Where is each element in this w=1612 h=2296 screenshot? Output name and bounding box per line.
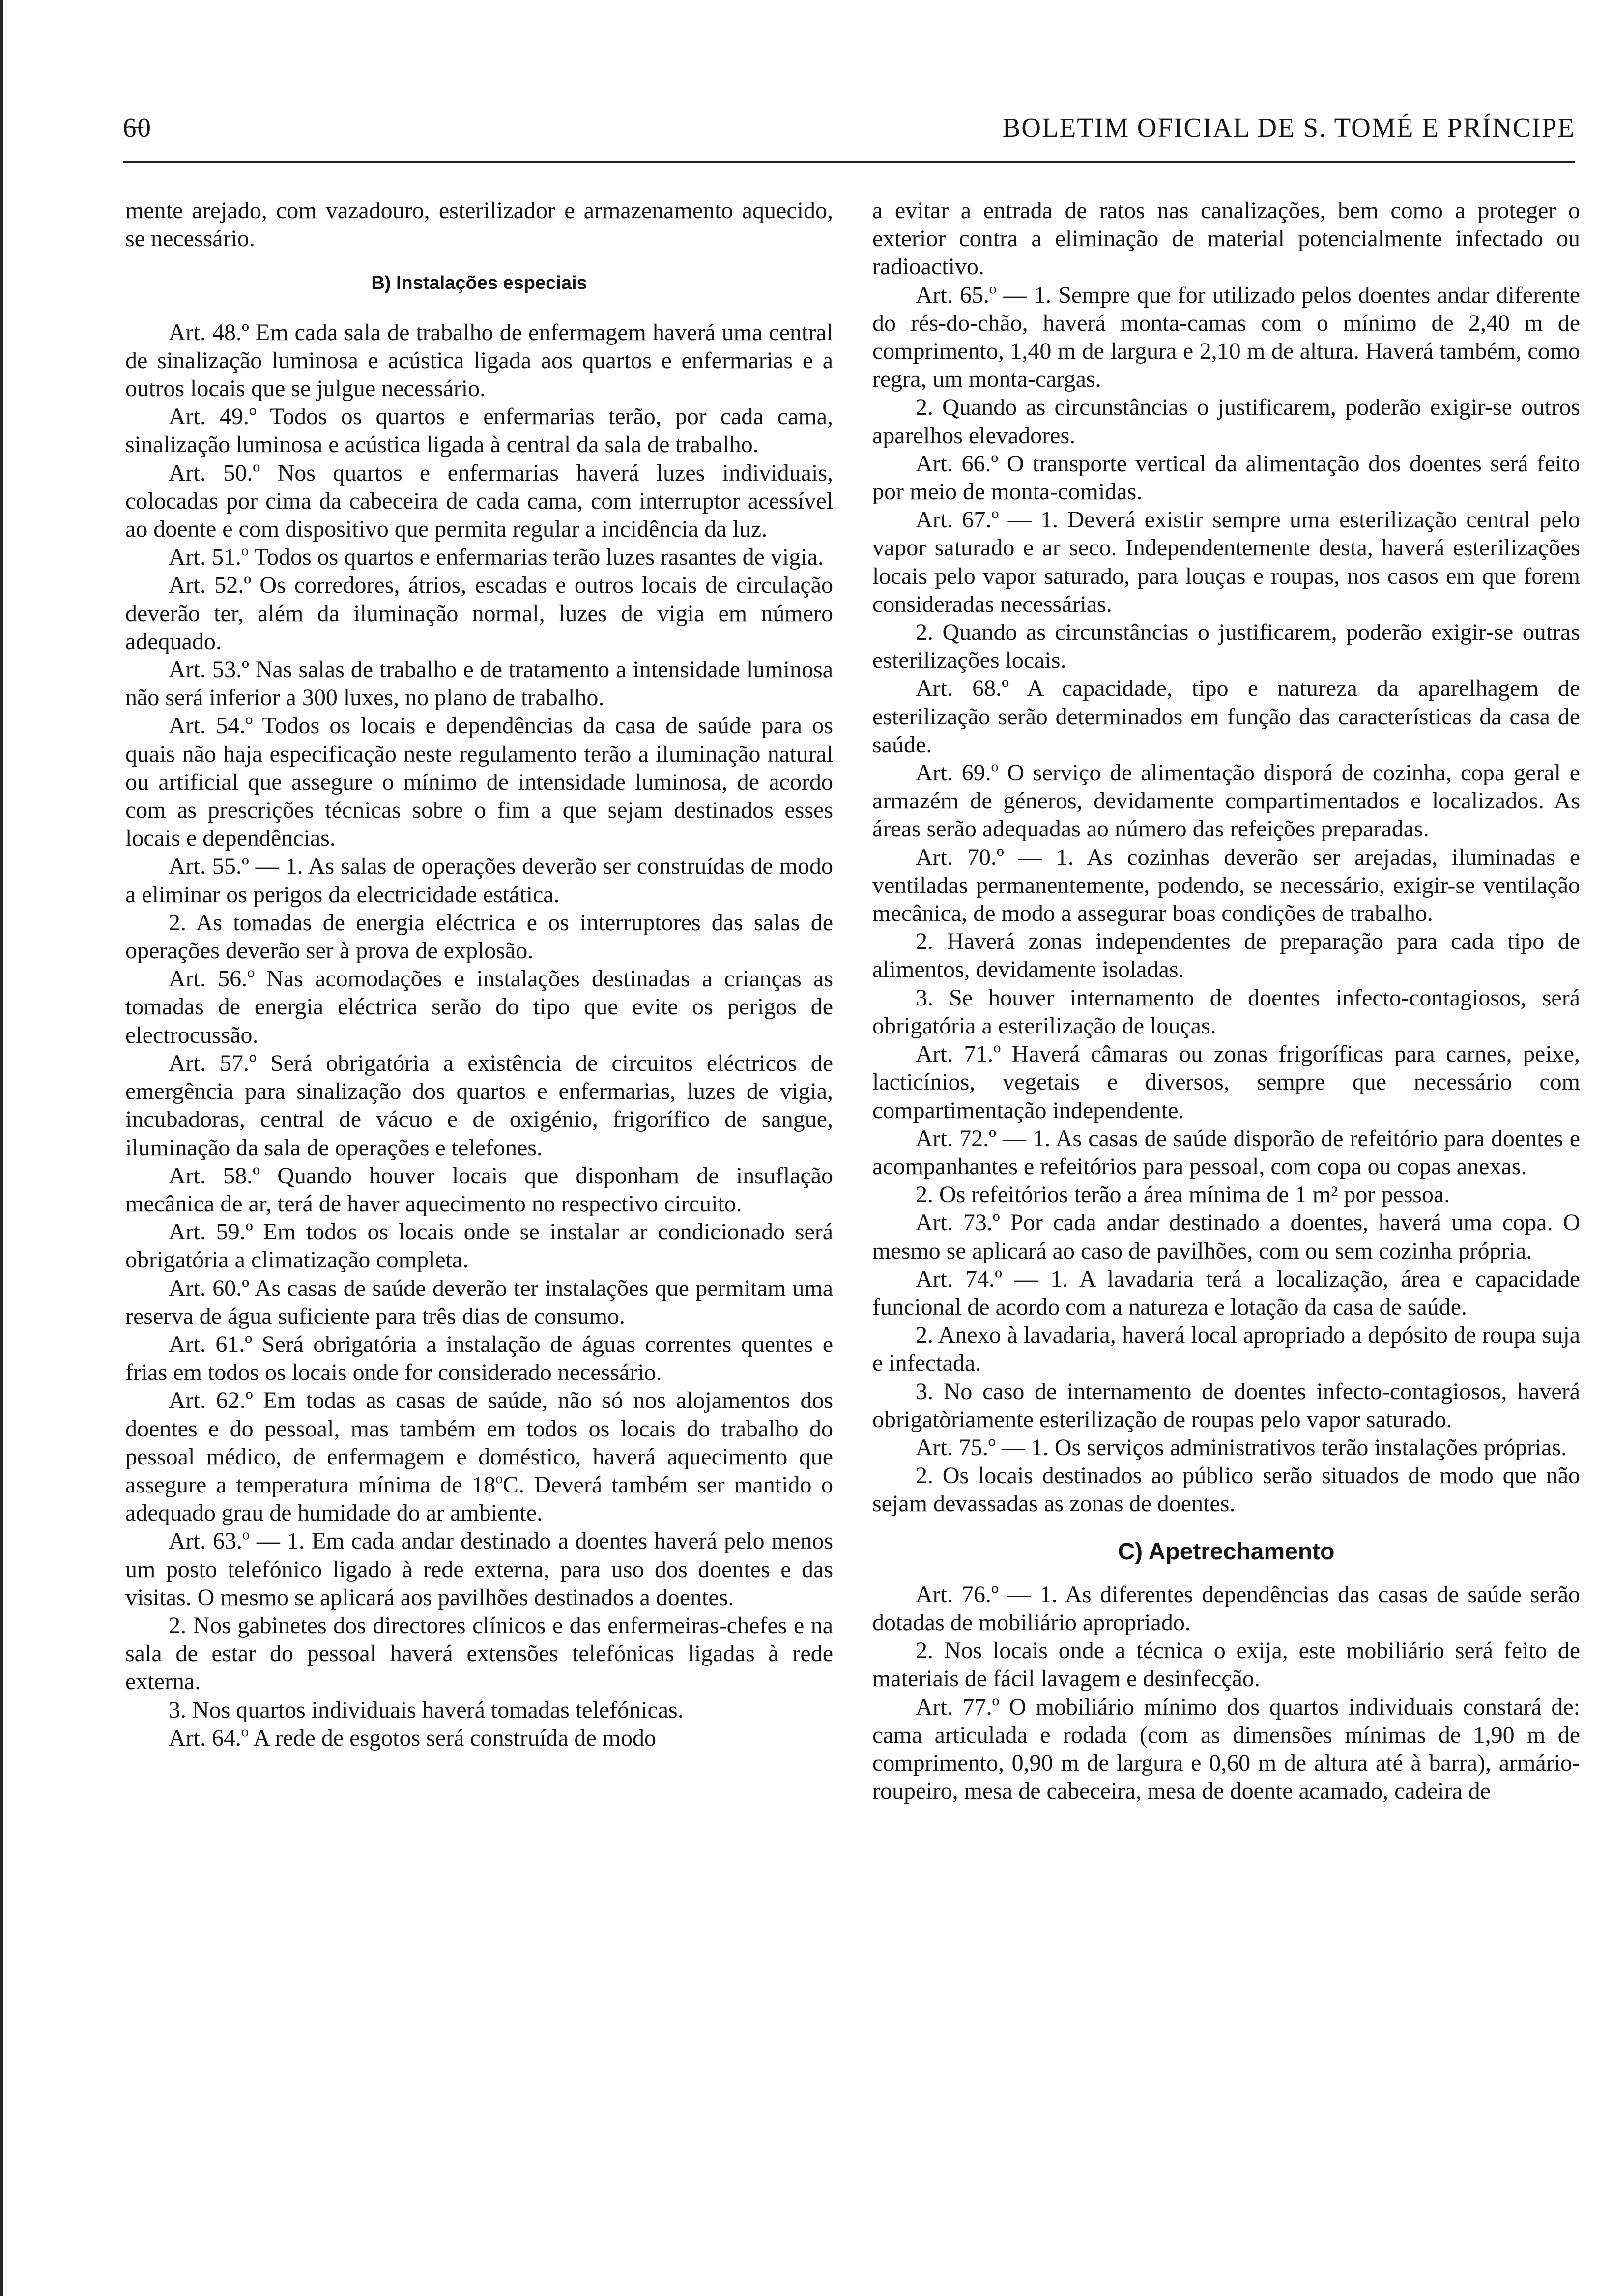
article-paragraph: 2. Quando as circunstâncias o justificarem, poderão exigir-se outras esterilizações locais. [872, 619, 1580, 674]
article-paragraph: Art. 48.º Em cada sala de trabalho de enfermagem haverá uma central de sinalização luminosa e acústica ligada aos quartos e enfermarias e a outros locais que se julgue necessário. [125, 319, 833, 402]
page-header [123, 103, 1575, 163]
right-column [872, 197, 1580, 1805]
article-paragraph: 2. Nos locais onde a técnica o exija, este mobiliário será feito de materiais de fácil lavagem e desinfecção. [872, 1637, 1580, 1692]
article-paragraph: 2. As tomadas de energia eléctrica e os interruptores das salas de operações deverão ser à prova de explosão. [125, 909, 833, 964]
article-paragraph: Art. 63.º — 1. Em cada andar destinado a doentes haverá pelo menos um posto telefónico ligado à rede externa, para uso dos doentes e das visitas. O mesmo se aplicará aos pavilhões destinados a doentes. [125, 1528, 833, 1610]
article-paragraph: Art. 76.º — 1. As diferentes dependências das casas de saúde serão dotadas de mobiliário apropriado. [872, 1581, 1580, 1636]
left-column [125, 197, 833, 1752]
article-paragraph: Art. 64.º A rede de esgotos será construída de modo [169, 1724, 656, 1751]
article-paragraph: Art. 73.º Por cada andar destinado a doentes, haverá uma copa. O mesmo se aplicará ao caso de pavilhões, com ou sem cozinha própria. [872, 1209, 1580, 1264]
article-paragraph: Art. 65.º — 1. Sempre que for utilizado pelos doentes andar diferente do rés-do-chão, haverá monta-camas com o mínimo de 2,40 m de comprimento, 1,40 m de largura e 2,10 m de altura. Haverá também, como regra, um monta-cargas. [872, 282, 1580, 393]
section-heading-b: B) Instalações especiais [371, 273, 587, 294]
article-paragraph: Art. 54.º Todos os locais e dependências da casa de saúde para os quais não haja especificação neste regulamento terão a iluminação natural ou artificial que assegure o mínimo de intensidade luminosa, de acordo com as prescrições técnicas sobre o fim a que sejam destinados esses locais e dependências. [125, 713, 833, 852]
article-paragraph: Art. 50.º Nos quartos e enfermarias haverá luzes individuais, colocadas por cima da cabeceira de cada cama, com interruptor acessível ao doente e com dispositivo que permita regular a incidência da luz. [125, 459, 833, 543]
continued-paragraph: a evitar a entrada de ratos nas canalizações, bem como a proteger o exterior contra a eliminação de material potencialmente infectado ou radioactivo. [872, 198, 1580, 280]
article-paragraph: 2. Os locais destinados ao público serão situados de modo que não sejam devassadas as zonas de doentes. [872, 1463, 1580, 1517]
article-paragraph: Art. 51.º Todos os quartos e enfermarias terão luzes rasantes de vigia. [169, 544, 824, 571]
article-paragraph: Art. 56.º Nas acomodações e instalações destinadas a crianças as tomadas de energia eléctrica serão do tipo que evite os perigos de electrocussão. [125, 966, 833, 1048]
article-paragraph: Art. 75.º — 1. Os serviços administrativos terão instalações próprias. [916, 1434, 1567, 1461]
article-paragraph: Art. 71.º Haverá câmaras ou zonas frigoríficas para carnes, peixe, lacticínios, vegetais e diversos, sempre que necessário com compartimentação independente. [872, 1041, 1580, 1123]
article-paragraph: 3. Nos quartos individuais haverá tomadas telefónicas. [169, 1696, 684, 1723]
article-paragraph: Art. 59.º Em todos os locais onde se instalar ar condicionado será obrigatória a climatização completa. [125, 1219, 833, 1273]
article-paragraph: Art. 69.º O serviço de alimentação disporá de cozinha, copa geral e armazém de géneros, devidamente compartimentados e localizados. As áreas serão adequadas ao número das refeições preparadas. [872, 760, 1580, 842]
article-paragraph: Art. 62.º Em todas as casas de saúde, não só nos alojamentos dos doentes e do pessoal, mas também em todos os locais do trabalho do pessoal médico, de enfermagem e doméstico, haverá aquecimento que assegure a temperatura mínima de 18ºC. Deverá também ser mantido o adequado grau de humidade do ar ambiente. [125, 1387, 833, 1526]
article-paragraph: Art. 58.º Quando houver locais que disponham de insuflação mecânica de ar, terá de haver aquecimento no respectivo circuito. [125, 1162, 833, 1217]
article-paragraph: Art. 49.º Todos os quartos e enfermarias terão, por cada cama, sinalização luminosa e acústica ligada à central da sala de trabalho. [125, 403, 833, 458]
article-paragraph: 3. No caso de internamento de doentes infecto-contagiosos, haverá obrigatòriamente esterilização de roupas pelo vapor saturado. [872, 1378, 1580, 1433]
page-number: 6̶0 [123, 113, 152, 143]
article-paragraph: Art. 66.º O transporte vertical da alimentação dos doentes será feito por meio de monta-comidas. [872, 450, 1580, 505]
article-paragraph: Art. 52.º Os corredores, átrios, escadas e outros locais de circulação deverão ter, além da iluminação normal, luzes de vigia em número adequado. [125, 572, 833, 655]
article-paragraph: 2. Haverá zonas independentes de preparação para cada tipo de alimentos, devidamente isoladas. [872, 928, 1580, 983]
article-paragraph: 2. Anexo à lavadaria, haverá local apropriado a depósito de roupa suja e infectada. [872, 1322, 1580, 1377]
article-paragraph: 2. Os refeitórios terão a área mínima de 1 m² por pessoa. [916, 1181, 1450, 1208]
article-paragraph: Art. 70.º — 1. As cozinhas deverão ser arejadas, iluminadas e ventiladas permanentemente, podendo, se necessário, exigir-se ventilação mecânica, de modo a assegurar boas condições de trabalho. [872, 844, 1580, 927]
article-paragraph: Art. 60.º As casas de saúde deverão ter instalações que permitam uma reserva de água suficiente para três dias de consumo. [125, 1275, 833, 1329]
continued-paragraph: mente arejado, com vazadouro, esterilizador e armazenamento aquecido, se necessário. [125, 198, 833, 252]
section-heading-c: C) Apetrechamento [1118, 1538, 1335, 1565]
article-paragraph: Art. 77.º O mobiliário mínimo dos quartos individuais constará de: cama articulada e rodada (com as dimensões mínimas de 1,90 m de comprimento, 0,90 m de largura e 0,60 m de altura até à barra), armário-roupeiro, mesa de cabeceira, mesa de doente acamado, cadeira de [872, 1693, 1580, 1805]
article-paragraph: Art. 72.º — 1. As casas de saúde disporão de refeitório para doentes e acompanhantes e refeitórios para pessoal, com copa ou copas anexas. [872, 1125, 1580, 1179]
article-paragraph: Art. 74.º — 1. A lavadaria terá a localização, área e capacidade funcional de acordo com a natureza e lotação da casa de saúde. [872, 1265, 1580, 1320]
article-paragraph: Art. 61.º Será obrigatória a instalação de águas correntes quentes e frias em todos os locais onde for considerado necessário. [125, 1331, 833, 1386]
article-paragraph: Art. 53.º Nas salas de trabalho e de tratamento a intensidade luminosa não será inferior a 300 luxes, no plano de trabalho. [125, 657, 833, 711]
article-paragraph: Art. 55.º — 1. As salas de operações deverão ser construídas de modo a eliminar os perigos da electricidade estática. [125, 853, 833, 908]
article-paragraph: 2. Quando as circunstâncias o justificarem, poderão exigir-se outros aparelhos elevadores. [872, 394, 1580, 449]
article-paragraph: Art. 68.º A capacidade, tipo e natureza da aparelhagem de esterilização serão determinados em função das características da casa de saúde. [872, 675, 1580, 758]
article-paragraph: 2. Nos gabinetes dos directores clínicos e das enfermeiras-chefes e na sala de estar do pessoal haverá extensões telefónicas ligadas à rede externa. [125, 1612, 833, 1695]
article-paragraph: 3. Se houver internamento de doentes infecto-contagiosos, será obrigatória a esterilização de louças. [872, 984, 1580, 1039]
running-title: BOLETIM OFICIAL DE S. TOMÉ E PRÍNCIPE [1002, 113, 1575, 143]
article-paragraph: Art. 57.º Será obrigatória a existência de circuitos eléctricos de emergência para sinalização dos quartos e enfermarias, luzes de vigia, incubadoras, central de vácuo e de oxigénio, frigorífico de sangue, iluminação da sala de operações e telefones. [125, 1050, 833, 1161]
article-paragraph: Art. 67.º — 1. Deverá existir sempre uma esterilização central pelo vapor saturado e ar seco. Independentemente desta, haverá esterilizações locais pelo vapor saturado, para louças e roupas, nos casos em que forem consideradas necessárias. [872, 507, 1580, 617]
